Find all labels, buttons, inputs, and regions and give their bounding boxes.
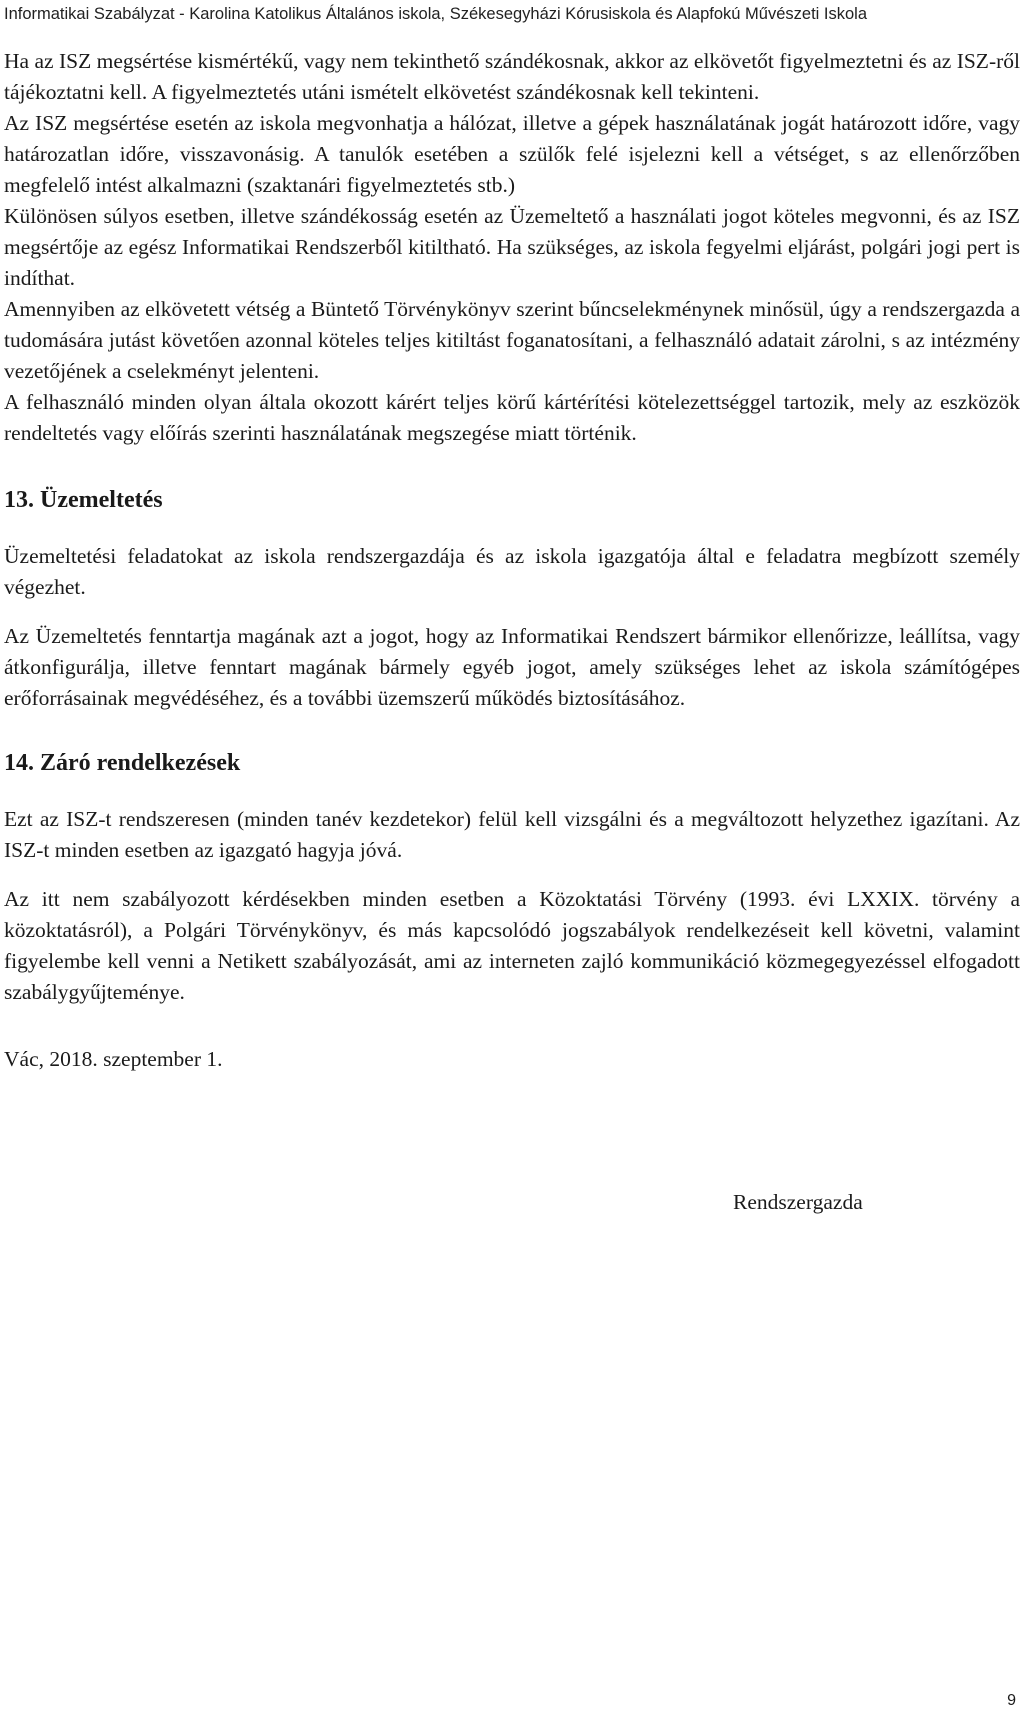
document-body: [4, 46, 1020, 1075]
paragraph-operation-tasks: Üzemeltetési feladatokat az iskola rendszergazdája és az iskola igazgatója által e feladatra megbízott személy végezhet.: [4, 544, 1020, 599]
paragraph-access-revocation: Az ISZ megsértése esetén az iskola megvonhatja a hálózat, illetve a gépek használatának jogát határozott időre, vagy határozatlan időre, visszavonásig. A tanulók esetében a szülők felé isjelezni kell a vétséget, s az ellenőrzőben megfelelő intést alkalmazni (szaktanári figyelmeztetés stb.): [4, 111, 1020, 197]
paragraph-review: Ezt az ISZ-t rendszeresen (minden tanév kezdetekor) felül kell vizsgálni és a megváltozott helyzethez igazítani. Az ISZ-t minden esetben az igazgató hagyja jóvá.: [4, 807, 1020, 862]
signature-title: Rendszergazda: [733, 1190, 863, 1214]
section-heading-operation: 13. Üzemeltetés: [4, 487, 163, 513]
page-header: Informatikai Szabályzat - Karolina Katolikus Általános iskola, Székesegyházi Kórusiskola és Alapfokú Művészeti Iskola: [4, 5, 868, 23]
paragraph-unregulated-matters: Az itt nem szabályozott kérdésekben minden esetben a Közoktatási Törvény (1993. évi LXXIX. törvény a közoktatásról), a Polgári Törvénykönyv, és más kapcsolódó jogszabályok rendelkezéseit kell követni, valamint figyelembe kell venni a Netikett szabályozását, ami az interneten zajló kommunikáció közmegegyezéssel elfogadott szabálygyűjteménye.: [4, 887, 1020, 1004]
paragraph-minor-violation: Ha az ISZ megsértése kismértékű, vagy nem tekinthető szándékosnak, akkor az elkövetőt figyelmeztetni és az ISZ-ről tájékoztatni kell. A figyelmeztetés utáni ismételt elkövetést szándékosnak kell tekinteni.: [4, 49, 1020, 104]
paragraph-criminal-offense: Amennyiben az elkövetett vétség a Büntető Törvénykönyv szerint bűncselekménynek minősül, úgy a rendszergazda a tudomására jutást követően azonnal köteles teljes kitiltást foganatosítani, a felhasználó adatait zárolni, s az intézmény vezetőjének a cselekményt jelenteni.: [4, 297, 1020, 383]
paragraph-liability: A felhasználó minden olyan általa okozott kárért teljes körű kártérítési kötelezettséggel tartozik, mely az eszközök rendeltetés vagy előírás szerinti használatának megszegése miatt történik.: [4, 390, 1020, 445]
page-number: 9: [1007, 1692, 1016, 1709]
paragraph-serious-violation: Különösen súlyos esetben, illetve szándékosság esetén az Üzemeltető a használati jogot köteles megvonni, és az ISZ megsértője az egész Informatikai Rendszerből kitiltható. Ha szükséges, az iskola fegyelmi eljárást, polgári jogi pert is indíthat.: [4, 204, 1020, 290]
document-date: Vác, 2018. szeptember 1.: [4, 1047, 223, 1071]
section-heading-final-provisions: 14. Záró rendelkezések: [4, 750, 241, 776]
paragraph-operation-rights: Az Üzemeltetés fenntartja magának azt a jogot, hogy az Informatikai Rendszert bármikor ellenőrizze, leállítsa, vagy átkonfigurálja, illetve fenntart magának bármely egyéb jogot, amely szükséges lehet az iskola számítógépes erőforrásainak megvédéséhez, és a további üzemszerű működés biztosításához.: [4, 624, 1020, 710]
